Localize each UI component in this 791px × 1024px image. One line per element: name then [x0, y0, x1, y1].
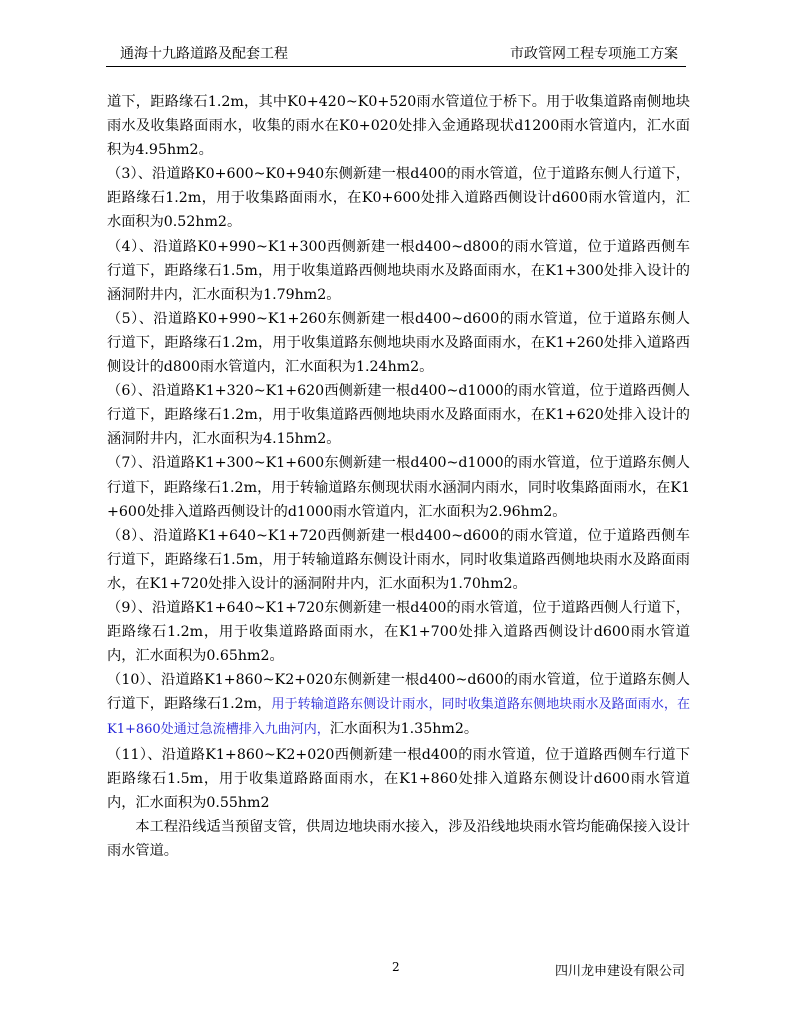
header-divider [106, 66, 686, 67]
paragraph-item-10-highlight: 用于转输道路东侧设计雨水，同时收集道路东侧地块雨水及路面雨水，在K1+860处通过急流槽排入九曲河内， [107, 697, 690, 738]
paragraph-item-3: （3）、沿道路K0+600~K0+940东侧新建一根d400的雨水管道，位于道路东侧人行道下，距路缘石1.2m，用于收集路面雨水，在K0+600处排入道路西侧设计d600雨水管道内，汇水面积为0.52hm2。 [107, 166, 690, 231]
page-number: 2 [392, 960, 400, 974]
document-body [107, 90, 690, 863]
footer-company: 四川龙申建设有限公司 [554, 964, 685, 979]
paragraph-item-10 [107, 668, 690, 742]
paragraph-item-5: （5）、沿道路K0+990~K1+260东侧新建一根d400~d600的雨水管道，位于道路东侧人行道下，距路缘石1.2m，用于收集道路东侧地块雨水及路面雨水，在K1+260处排入道路西侧设计的d800雨水管道内，汇水面积为1.24hm2。 [107, 310, 690, 376]
paragraph-item-10-text: （10）、沿道路K1+860~K2+020东侧新建一根d400~d600的雨水管道，位于道路东侧人行道下，距路缘石1.2m， [107, 672, 690, 713]
paragraph-conclusion: 本工程沿线适当预留支管，供周边地块雨水接入，涉及沿线地块雨水管均能确保接入设计雨水管道。 [107, 818, 690, 859]
paragraph-item-4: （4）、沿道路K0+990~K1+300西侧新建一根d400~d800的雨水管道，位于道路西侧车行道下，距路缘石1.5m，用于收集道路西侧地块雨水及路面雨水，在K1+300处排入设计的涵洞附井内，汇水面积为1.79hm2。 [107, 238, 690, 303]
paragraph-item-9: （9）、沿道路K1+640~K1+720东侧新建一根d400的雨水管道，位于道路西侧人行道下，距路缘石1.2m，用于收集道路路面雨水，在K1+700处排入道路西侧设计d600雨水管道内，汇水面积为0.65hm2。 [107, 599, 690, 665]
paragraph-continued: 道下，距路缘石1.2m，其中K0+420~K0+520雨水管道位于桥下。用于收集道路南侧地块雨水及收集路面雨水，收集的雨水在K0+020处排入金通路现状d1200雨水管道内，汇水面积为4.95hm2。 [107, 94, 690, 159]
page-header [106, 44, 686, 64]
paragraph-item-8: （8）、沿道路K1+640~K1+720西侧新建一根d400~d600的雨水管道，位于道路西侧车行道下，距路缘石1.5m，用于转输道路东侧设计雨水，同时收集道路西侧地块雨水及路面雨水，在K1+720处排入设计的涵洞附井内，汇水面积为1.70hm2。 [107, 527, 690, 592]
paragraph-item-6: （6）、沿道路K1+320~K1+620西侧新建一根d400~d1000的雨水管道，位于道路西侧人行道下，距路缘石1.2m，用于收集道路西侧地块雨水及路面雨水，在K1+620处排入设计的涵洞附井内，汇水面积为4.15hm2。 [107, 383, 690, 448]
paragraph-item-7: （7）、沿道路K1+300~K1+600东侧新建一根d400~d1000的雨水管道，位于道路东侧人行道下，距路缘石1.2m，用于转输道路东侧现状雨水涵洞内雨水，同时收集路面雨水，在K1+600处排入道路西侧设计的d1000雨水管道内，汇水面积为2.96hm2。 [107, 455, 690, 520]
header-project-title: 通海十九路道路及配套工程 [120, 46, 288, 62]
header-plan-title: 市政管网工程专项施工方案 [510, 46, 678, 62]
page-footer [0, 960, 791, 980]
paragraph-item-10-tail: 汇水面积为1.35hm2。 [329, 721, 479, 738]
paragraph-item-11: （11）、沿道路K1+860~K2+020西侧新建一根d400的雨水管道，位于道路西侧车行道下距路缘石1.5m，用于收集道路路面雨水，在K1+860处排入道路东侧设计d600雨水管道内，汇水面积为0.55hm2 [107, 746, 690, 811]
